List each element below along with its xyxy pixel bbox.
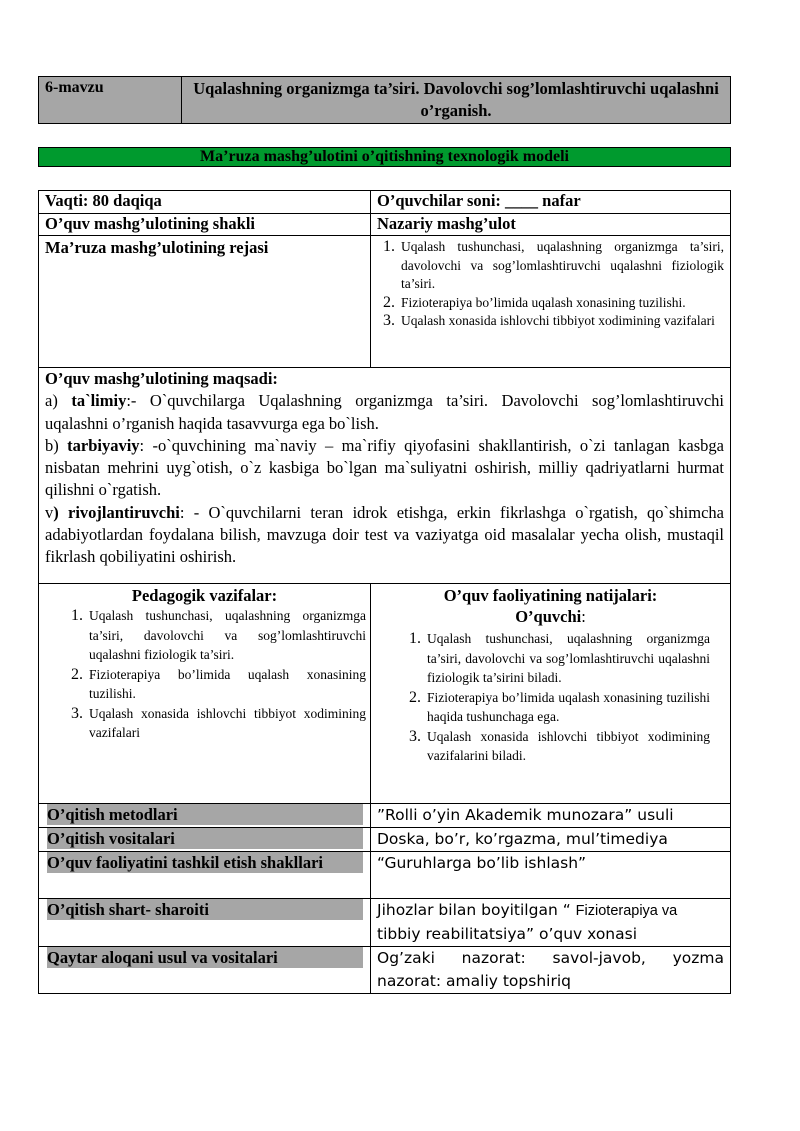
pedagogical-heading: Pedagogik vazifalar: [131,586,278,605]
students-count-cell: O’quvchilar soni: ____ nafar [371,191,731,214]
organization-label-cell [39,852,371,899]
feedback-value: Og’zaki nazorat: savol-javob, yozma nazorat: amaliy topshiriq [371,947,731,994]
goal-text: : -o`quvchining ma`naviy – ma`rifiy qiyofasini shakllantirish, o`zi tanlagan kasbga nisbatan mehrini uyg`otish, o`z kasbiga bo`lgan ma`suliyatni oshirish, milliy qadriyatlarni hurmat qilishni o`rgatish. [45,435,724,500]
goal-prefix: v [45,502,54,522]
plan-label: Ma’ruza mashg’ulotining rejasi [39,236,371,368]
methods-label-cell [39,804,371,828]
conditions-value [371,899,731,947]
form-value: Nazariy mashg’ulot [371,214,731,236]
goals-cell [39,368,731,584]
goal-upbringing [45,435,724,502]
conditions-label: O’qitish shart- sharoiti [47,899,363,920]
feedback-label: Qaytar aloqani usul va vositalari [47,947,363,968]
organization-value: “Guruhlarga bo’lib ishlash” [371,852,731,899]
plan-item: 2. Fizioterapiya bo’limida uqalash xonasining tuzilishi. [399,294,724,313]
methods-value: ”Rolli o’yin Akademik munozara” usuli [371,804,731,828]
conditions-value-a: Jihozlar bilan boyitilgan “ [377,901,576,919]
tools-label-cell [39,828,371,852]
model-title: Ma’ruza mashg’ulotini o’qitishning texnologik modeli [38,147,731,167]
results-cell [371,584,731,804]
results-item: 2. Fizioterapiya bo’limida uqalash xonasining tuzilishi haqida tushunchaga ega. [425,688,710,727]
conditions-label-cell [39,899,371,947]
pedagogical-tasks-cell [39,584,371,804]
goal-educational [45,390,724,435]
topic-title: Uqalashning organizmga ta’siri. Davolovchi sog’lomlashtiruvchi uqalashni o’rganish. [193,79,719,120]
plan-item: 1. Uqalash tushunchasi, uqalashning organizmga ta’siri, davolovchi va sog’lomlashtiruvchi uqalashni fiziologik ta’siri. [399,238,724,294]
goals-heading: O’quv mashg’ulotining maqsadi: [45,369,278,388]
feedback-label-cell [39,947,371,994]
plan-item: 3. Uqalash xonasida ishlovchi tibbiyot xodimining vazifalari [399,312,724,331]
plan-list [377,238,724,331]
topic-header [38,76,731,124]
goal-prefix: b) [45,435,59,455]
pedagogical-list [39,606,370,743]
goal-text: :- O`quvchilarga Uqalashning organizmga ta’siri. Davolovchi sog’lomlashtiruvchi uqalashni o’rganish haqida tasavvurga ega bo`lish. [45,391,725,433]
tools-label: O’qitish vositalari [47,828,363,849]
conditions-value-b: Fizioterapiya va [575,903,678,919]
pedagogical-item: 2. Fizioterapiya bo’limida uqalash xonasining tuzilishi. [87,665,366,704]
conditions-value-c: tibbiy reabilitatsiya” o’quv xonasi [377,925,638,943]
results-subheading-colon: : [581,607,586,626]
results-item: 3. Uqalash xonasida ishlovchi tibbiyot xodimining vazifalarini biladi. [425,727,710,766]
results-subheading [371,606,730,627]
topic-number: 6-mavzu [39,77,182,123]
goal-development [45,502,724,569]
methods-label: O’qitish metodlari [47,804,363,825]
form-label: O’quv mashg’ulotining shakli [39,214,371,236]
goal-text: : - O`quvchilarni teran idrok etishga, erkin fikrlashga o`rgatish, qo`shimcha adabiyotlardan foydalana bilish, mavzuga doir test va vaziyatga oid masalalar yecha olish, mustaqil fikrlash qobiliyatini oshirish. [45,502,725,567]
tools-value: Doska, bo’r, ko’rgazma, mul’timediya [371,828,731,852]
goal-prefix: a) [45,391,58,411]
lesson-model-table [38,190,731,994]
results-heading: O’quv faoliyatining natijalari: [443,586,658,605]
results-subheading-term: O’quvchi [515,607,582,626]
organization-label: O’quv faoliyatini tashkil etish shakllari [47,852,363,873]
pedagogical-item: 1. Uqalash tushunchasi, uqalashning organizmga ta’siri, davolovchi va sog’lomlashtiruvchi uqalashni fiziologik ta’siri. [87,606,366,665]
pedagogical-item: 3. Uqalash xonasida ishlovchi tibbiyot xodimining vazifalari [87,704,366,743]
goal-term: ta`limiy [71,391,127,411]
goal-term: tarbiyaviy [67,435,140,455]
results-item: 1. Uqalash tushunchasi, uqalashning organizmga ta’siri, davolovchi va sog’lomlashtiruvchi uqalashni fiziologik ta’sirini biladi. [425,629,710,688]
results-list [371,629,730,766]
goal-term: ) rivojlantiruvchi [53,502,180,522]
time-cell: Vaqti: 80 daqiqa [39,191,371,214]
plan-cell [371,236,731,368]
